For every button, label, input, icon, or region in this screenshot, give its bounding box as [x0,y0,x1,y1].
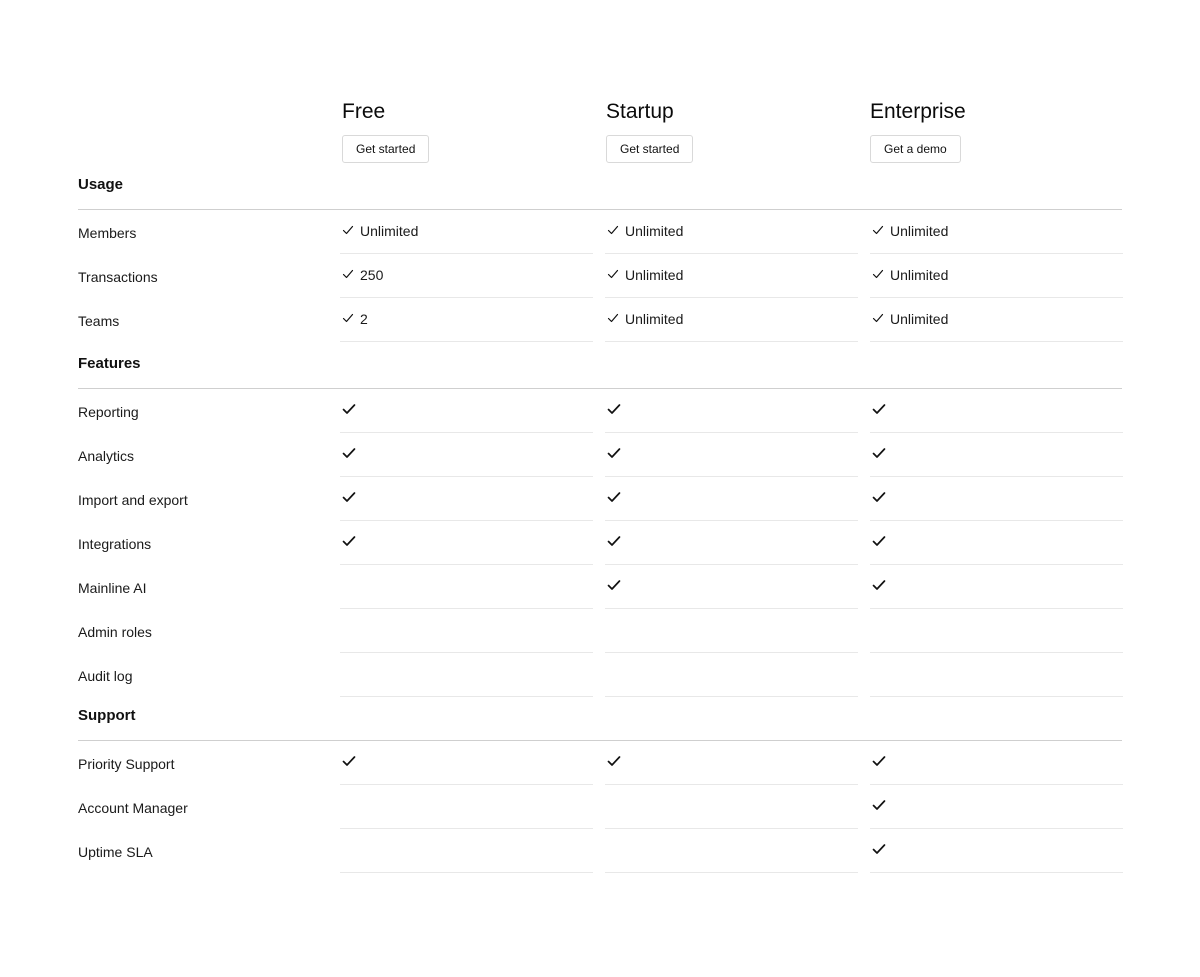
plan-header-enterprise [870,100,1122,156]
table-cell [605,521,858,565]
plan-header-free [342,100,594,156]
row-label-admin-roles: Admin roles [78,624,152,640]
table-cell [870,477,1123,521]
row-label-teams: Teams [78,313,120,329]
get-demo-enterprise-button[interactable]: Get a demo [870,135,961,163]
cell-content [607,754,621,768]
check-icon [607,268,621,282]
check-icon [607,224,621,238]
check-icon [872,224,886,238]
row-label-reporting: Reporting [78,404,139,420]
table-cell [340,785,593,829]
check-icon [607,578,621,592]
table-cell [340,829,593,873]
plan-name: Free [342,100,386,123]
check-icon [342,312,356,326]
table-cell [605,298,858,342]
table-cell [605,210,858,254]
get-started-startup-button[interactable]: Get started [606,135,693,163]
check-icon [342,402,356,416]
check-icon [872,578,886,592]
table-cell [870,565,1123,609]
cell-content [872,798,886,812]
table-cell [870,741,1123,785]
table-cell [605,389,858,433]
table-cell [340,210,593,254]
table-cell [340,389,593,433]
check-icon [342,490,356,504]
cell-content [872,490,886,504]
cell-value: 250 [360,267,384,283]
check-icon [607,446,621,460]
check-icon [607,312,621,326]
cell-content [607,267,683,283]
check-icon [872,534,886,548]
table-cell [340,298,593,342]
row-label-account-manager: Account Manager [78,800,188,816]
cell-content [872,578,886,592]
row-label-mainline-ai: Mainline AI [78,580,147,596]
table-cell [340,741,593,785]
cell-value: Unlimited [625,223,684,239]
table-cell [340,521,593,565]
check-icon [607,754,621,768]
check-icon [607,490,621,504]
cell-content [342,446,356,460]
cell-content [872,754,886,768]
row-label-uptime-sla: Uptime SLA [78,844,153,860]
check-icon [872,798,886,812]
check-icon [872,490,886,504]
row-label-priority-support: Priority Support [78,756,175,772]
cell-content [342,754,356,768]
table-cell [870,785,1123,829]
table-cell [340,433,593,477]
check-icon [607,402,621,416]
row-label-integrations: Integrations [78,536,152,552]
table-cell [605,829,858,873]
check-icon [342,268,356,282]
row-label-transactions: Transactions [78,269,158,285]
section-title-features: Features [78,355,141,372]
check-icon [872,754,886,768]
check-icon [872,446,886,460]
table-cell [605,785,858,829]
cell-value: 2 [360,311,368,327]
table-cell [605,741,858,785]
table-cell [870,210,1123,254]
section-title-support: Support [78,707,136,724]
cell-content [872,402,886,416]
row-label-import-and-export: Import and export [78,492,188,508]
check-icon [872,268,886,282]
check-icon [342,446,356,460]
table-cell [605,565,858,609]
cell-content [607,490,621,504]
cell-content [872,311,948,327]
cell-content [342,311,368,327]
cell-content [342,534,356,548]
table-cell [870,609,1123,653]
plan-name: Enterprise [870,100,966,123]
table-cell [605,609,858,653]
table-cell [870,389,1123,433]
table-cell [870,433,1123,477]
table-cell [340,609,593,653]
cell-value: Unlimited [625,311,684,327]
cell-content [872,842,886,856]
cell-content [872,223,948,239]
table-cell [870,653,1123,697]
check-icon [342,224,356,238]
table-cell [605,477,858,521]
cell-content [872,267,948,283]
table-cell [340,254,593,298]
cell-content [607,446,621,460]
cell-content [607,223,683,239]
row-label-members: Members [78,225,137,241]
table-cell [340,477,593,521]
table-cell [340,653,593,697]
cell-content [607,311,683,327]
check-icon [872,842,886,856]
cell-value: Unlimited [890,267,949,283]
cell-value: Unlimited [625,267,684,283]
cell-content [607,534,621,548]
cell-value: Unlimited [890,223,949,239]
table-cell [870,829,1123,873]
check-icon [342,534,356,548]
check-icon [872,312,886,326]
get-started-free-button[interactable]: Get started [342,135,429,163]
row-label-audit-log: Audit log [78,668,133,684]
table-cell [870,254,1123,298]
cell-content [342,267,383,283]
table-cell [870,298,1123,342]
check-icon [872,402,886,416]
plan-name: Startup [606,100,674,123]
row-label-analytics: Analytics [78,448,135,464]
cell-content [607,578,621,592]
cell-content [872,446,886,460]
table-cell [340,565,593,609]
cell-value: Unlimited [360,223,419,239]
cell-content [872,534,886,548]
cell-content [342,223,418,239]
cell-content [342,402,356,416]
section-title-usage: Usage [78,176,124,193]
cell-value: Unlimited [890,311,949,327]
table-cell [605,254,858,298]
plan-header-startup [606,100,858,156]
table-cell [870,521,1123,565]
check-icon [342,754,356,768]
table-cell [605,653,858,697]
check-icon [607,534,621,548]
cell-content [342,490,356,504]
table-cell [605,433,858,477]
cell-content [607,402,621,416]
